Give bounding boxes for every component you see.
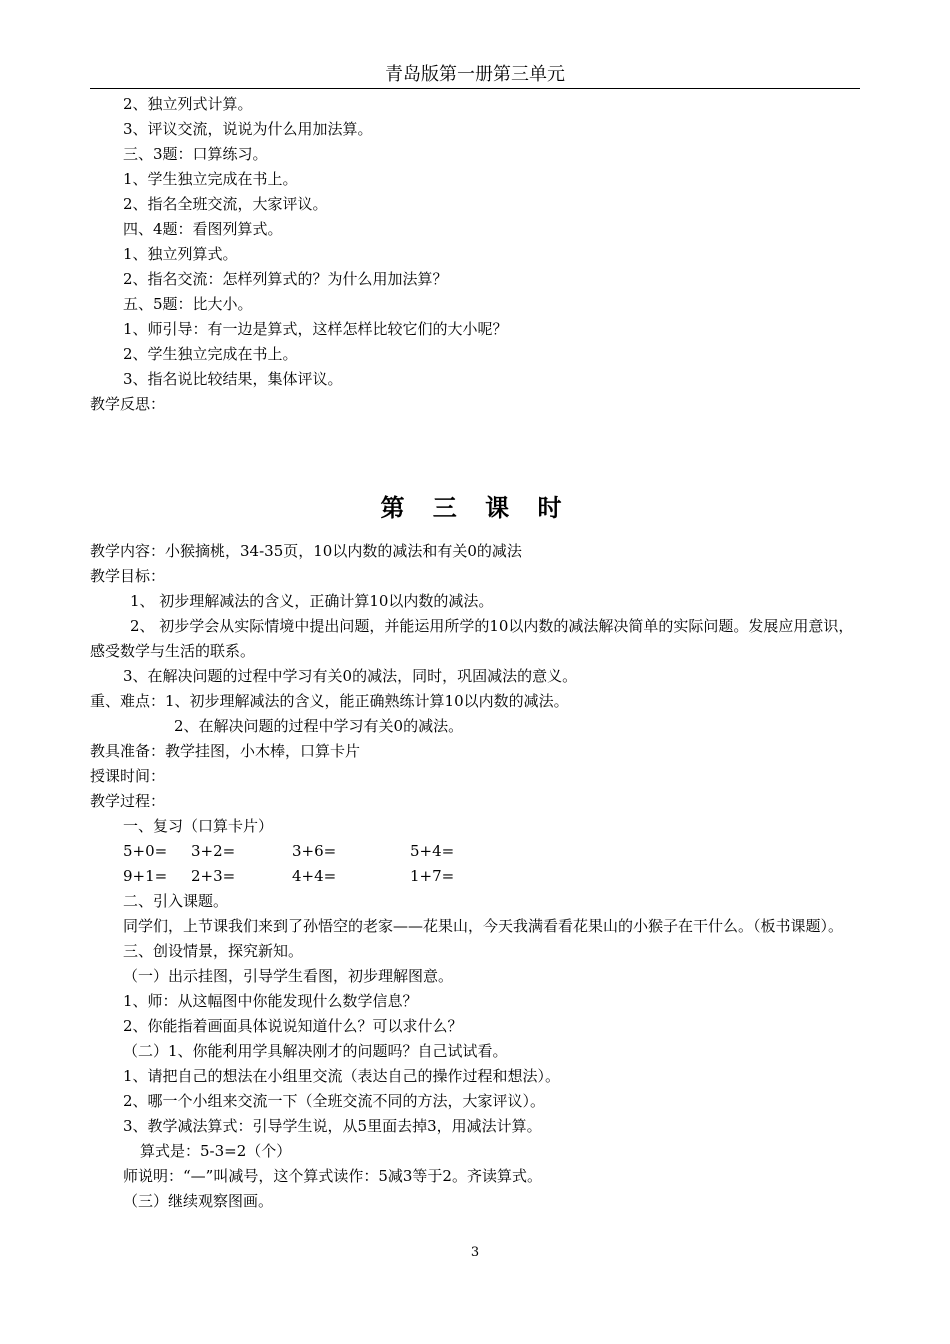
calc-row — [90, 864, 862, 889]
text-line: 教学过程： — [90, 792, 166, 810]
text-line: 1、请把自己的想法在小组里交流（表达自己的操作过程和想法）。 — [123, 1067, 561, 1085]
text-line: 一、复习（口算卡片） — [123, 817, 274, 835]
blank-space — [90, 417, 862, 477]
text-line: 2、在解决问题的过程中学习有关0的减法。 — [174, 717, 464, 735]
text-line: 1、独立列算式。 — [123, 245, 238, 263]
text-line: 3、指名说比较结果，集体评议。 — [123, 370, 343, 388]
calc-item: 5+0= — [123, 842, 168, 860]
calc-item: 4+4= — [292, 867, 337, 885]
text-line: 二、引入课题。 — [123, 892, 229, 910]
calc-item: 3+2= — [191, 842, 236, 860]
text-line: 3、教学减法算式：引导学生说，从5里面去掉3，用减法计算。 — [123, 1117, 542, 1135]
calc-item: 3+6= — [292, 842, 337, 860]
text-paragraph: 同学们，上节课我们来到了孙悟空的老家——花果山，今天我满看看花果山的小猴子在干什么。（板书课题）。 — [123, 917, 844, 935]
page-number: 3 — [470, 1245, 480, 1260]
text-paragraph: 2、 初步学会从实际情境中提出问题，并能运用所学的10以内数的减法解决简单的实际问题。发展应用意识，感受数学与生活的联系。 — [90, 617, 854, 660]
text-line: 四、4题：看图列算式。 — [123, 220, 283, 238]
text-line: 2、指名全班交流，大家评议。 — [123, 195, 328, 213]
text-line: 三、3题：口算练习。 — [123, 145, 268, 163]
text-line: 1、师引导：有一边是算式，这样怎样比较它们的大小呢？ — [123, 320, 508, 338]
text-line: （一）出示挂图，引导学生看图，初步理解图意。 — [123, 967, 454, 985]
text-line: 2、指名交流：怎样列算式的？为什么用加法算？ — [123, 270, 448, 288]
text-line: 3、评议交流，说说为什么用加法算。 — [123, 120, 373, 138]
text-line: 2、你能指着画面具体说说知道什么？可以求什么？ — [123, 1017, 463, 1035]
text-line: 3、在解决问题的过程中学习有关0的减法，同时，巩固减法的意义。 — [123, 667, 578, 685]
text-line: （二）1、你能利用学具解决刚才的问题吗？自己试试看。 — [123, 1042, 508, 1060]
text-line: （三）继续观察图画。 — [123, 1192, 274, 1210]
text-line: 授课时间： — [90, 767, 166, 785]
text-line: 重、难点：1、初步理解减法的含义，能正确熟练计算10以内数的减法。 — [90, 692, 569, 710]
calc-row — [90, 839, 862, 864]
text-line: 三、创设情景，探究新知。 — [123, 942, 304, 960]
calc-item: 2+3= — [191, 867, 236, 885]
text-line: 教具准备：教学挂图，小木棒，口算卡片 — [90, 742, 361, 760]
calc-item: 9+1= — [123, 867, 168, 885]
text-line: 教学反思： — [90, 395, 166, 413]
text-line: 教学目标： — [90, 567, 166, 585]
text-line: 1、 初步理解减法的含义，正确计算10以内数的减法。 — [130, 592, 494, 610]
calc-item: 1+7= — [410, 867, 455, 885]
text-line: 2、哪一个小组来交流一下（全班交流不同的方法，大家评议）。 — [123, 1092, 546, 1110]
text-line: 师说明：“—”叫减号，这个算式读作：5减3等于2。齐读算式。 — [123, 1167, 542, 1185]
lesson-title: 第 三 课 时 — [380, 493, 572, 522]
text-line: 2、独立列式计算。 — [123, 95, 253, 113]
document-body — [90, 92, 862, 1214]
text-line: 教学内容：小猴摘桃，34-35页，10以内数的减法和有关0的减法 — [90, 542, 522, 560]
text-line: 2、学生独立完成在书上。 — [123, 345, 298, 363]
text-line: 五、5题：比大小。 — [123, 295, 253, 313]
page-header: 青岛版第一册第三单元 — [90, 62, 860, 89]
text-line: 1、师：从这幅图中你能发现什么数学信息？ — [123, 992, 418, 1010]
calc-item: 5+4= — [410, 842, 455, 860]
text-line: 算式是：5-3=2（个） — [140, 1142, 292, 1160]
text-line: 1、学生独立完成在书上。 — [123, 170, 298, 188]
